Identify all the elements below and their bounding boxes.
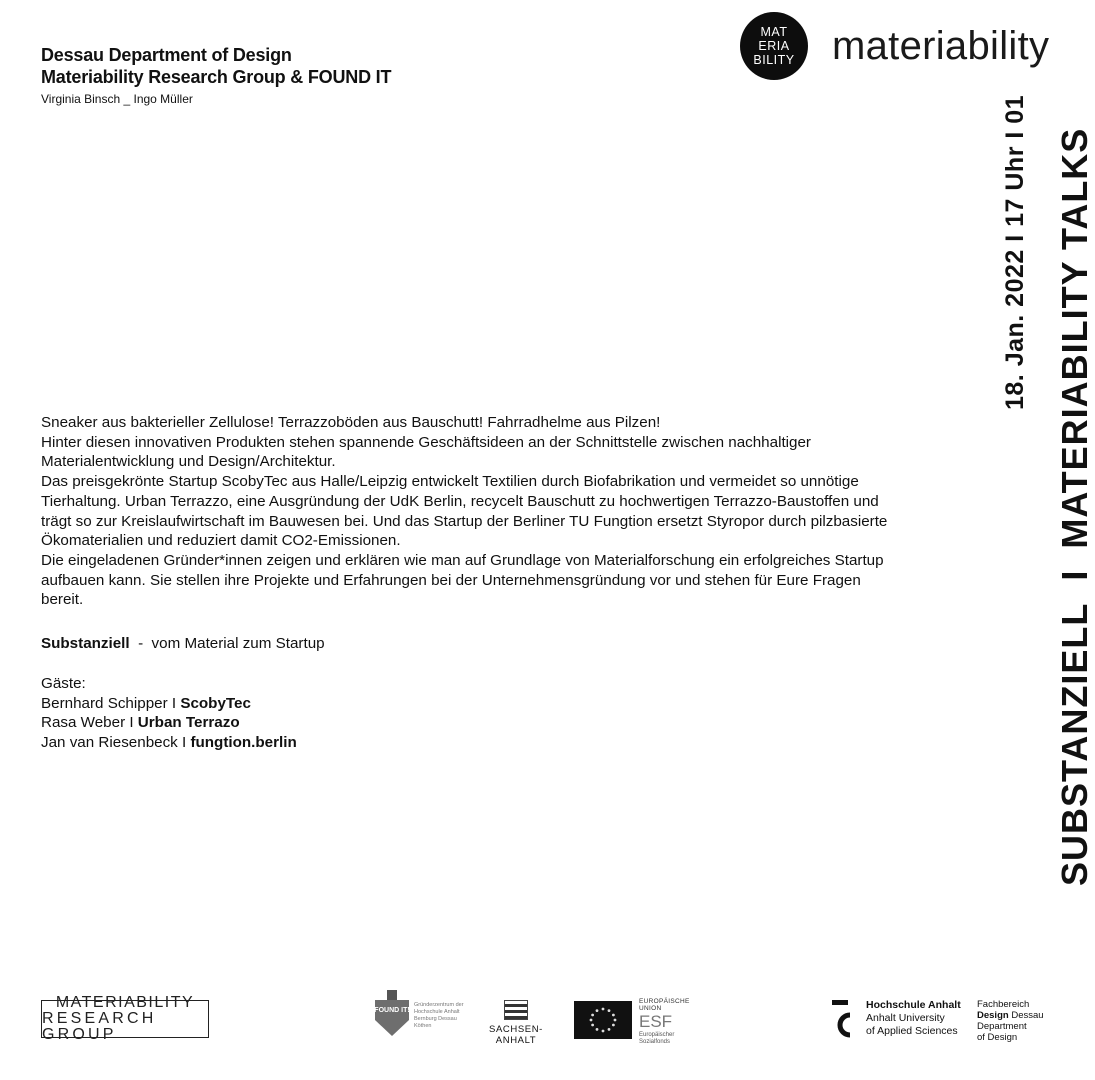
guest-org: ScobyTec bbox=[180, 694, 251, 712]
paragraph: Das preisgekrönte Startup ScobyTec aus Halle/Leipzig entwickelt Textilien durch Biofabrikation und vermeidet so unnötige Tierhaltung. Urban Terrazzo, eine Ausgründung der UdK Berlin, recycelt Bauschutt zu hochwertigen Terrazzo-Baustoffen und trägt so zur Kreislaufwirtschaft im Bauwesen bei. Und das Startup der Berliner TU Fungtion ersetzt Styropor durch pilzbasierte Ökomaterialien und reduziert damit CO2-Emissionen. bbox=[41, 473, 888, 550]
found-it-logo-icon bbox=[373, 990, 411, 1036]
guest-item bbox=[41, 713, 297, 733]
logo-line: MAT bbox=[760, 25, 788, 39]
vertical-event-title bbox=[1045, 128, 1095, 886]
guest-org: Urban Terrazo bbox=[137, 714, 240, 732]
paragraph: Die eingeladenen Gründer*innen zeigen und erklären wie man auf Grundlage von Materialforschung ein erfolgreiches Startup aufbauen kann. Sie stellen ihre Projekte und Erfahrungen bei der Unternehmensgründung vor und stehen für Eure Fragen bereit. bbox=[41, 551, 884, 609]
materiability-research-group-logo bbox=[41, 994, 209, 1043]
coat-of-arms-icon bbox=[504, 1000, 528, 1020]
materiability-logo-circle bbox=[740, 12, 808, 80]
subtitle-rest: - vom Material zum Startup bbox=[129, 635, 325, 652]
event-name: SUBSTANZIELL bbox=[1054, 602, 1095, 886]
fb-line: Fachbereich bbox=[977, 999, 1030, 1010]
fb-dessau: Dessau bbox=[1008, 1010, 1044, 1021]
separator: I bbox=[1054, 570, 1095, 581]
logo-line: RESEARCH GROUP bbox=[42, 1010, 157, 1043]
logo-line: ERIA bbox=[758, 39, 790, 53]
hochschule-anhalt-text bbox=[866, 999, 961, 1038]
paragraph: Sneaker aus bakterieller Zellulose! Terrazzoböden aus Bauschutt! Fahrradhelme aus Pilzen! bbox=[41, 414, 661, 431]
subtitle-bold: Substanziell bbox=[41, 635, 130, 652]
esf-logo bbox=[639, 998, 709, 1046]
fb-line: of Design bbox=[977, 1032, 1018, 1043]
series-name: MATERIABILITY TALKS bbox=[1054, 127, 1095, 549]
guest-item bbox=[41, 694, 297, 714]
eu-flag-icon bbox=[574, 1001, 632, 1039]
hs-name-en: of Applied Sciences bbox=[866, 1025, 958, 1037]
event-subtitle bbox=[41, 634, 325, 654]
esf-caption: Sozialfonds bbox=[639, 1039, 671, 1045]
guest-name: Bernhard Schipper I bbox=[41, 694, 181, 712]
esf-caption: Europäischer bbox=[639, 1032, 675, 1038]
esf-union-label: EUROPÄISCHE UNION bbox=[639, 998, 690, 1012]
author-names: Virginia Binsch _ Ingo Müller bbox=[41, 92, 193, 106]
found-it-caption: Gründerzentrum der Hochschule Anhalt Bernburg Dessau Köthen bbox=[414, 1002, 464, 1029]
guest-name: Rasa Weber I bbox=[41, 714, 138, 732]
sachsen-anhalt-logo bbox=[474, 1000, 558, 1046]
vertical-date-line bbox=[1000, 95, 1030, 410]
guest-item bbox=[41, 733, 297, 753]
department-title: Dessau Department of Design bbox=[41, 45, 292, 65]
group-title: Materiability Research Group & FOUND IT bbox=[41, 67, 392, 87]
guest-org: fungtion.berlin bbox=[190, 734, 297, 752]
fb-design: Design bbox=[977, 1010, 1009, 1021]
guest-name: Jan van Riesenbeck I bbox=[41, 734, 191, 752]
esf-label: ESF bbox=[639, 1012, 673, 1031]
guests-label: Gäste: bbox=[41, 675, 86, 692]
description bbox=[41, 413, 901, 610]
logo-line: MATERIABILITY bbox=[55, 994, 195, 1011]
hochschule-anhalt-icon bbox=[826, 998, 854, 1040]
paragraph: Hinter diesen innovativen Produkten stehen spannende Geschäftsideen an der Schnittstelle zwischen nachhaltiger Materialentwicklung und Design/Architektur. bbox=[41, 433, 811, 471]
hs-name: Hochschule Anhalt bbox=[866, 999, 961, 1011]
fb-line bbox=[977, 1010, 1044, 1021]
found-it-text: FOUND IT! bbox=[374, 1007, 410, 1014]
event-date: 18. Jan. 2022 I 17 Uhr I 01 bbox=[1001, 94, 1029, 410]
fachbereich-design-text bbox=[977, 999, 1044, 1043]
fb-line: Department bbox=[977, 1021, 1027, 1032]
sachsen-anhalt-label: SACHSEN-ANHALT bbox=[489, 1024, 543, 1046]
guest-list bbox=[41, 674, 297, 753]
logo-line: BILITY bbox=[753, 53, 795, 67]
materiability-wordmark: materiability bbox=[832, 24, 1050, 68]
hs-name-en: Anhalt University bbox=[866, 1012, 945, 1024]
header bbox=[41, 44, 391, 107]
